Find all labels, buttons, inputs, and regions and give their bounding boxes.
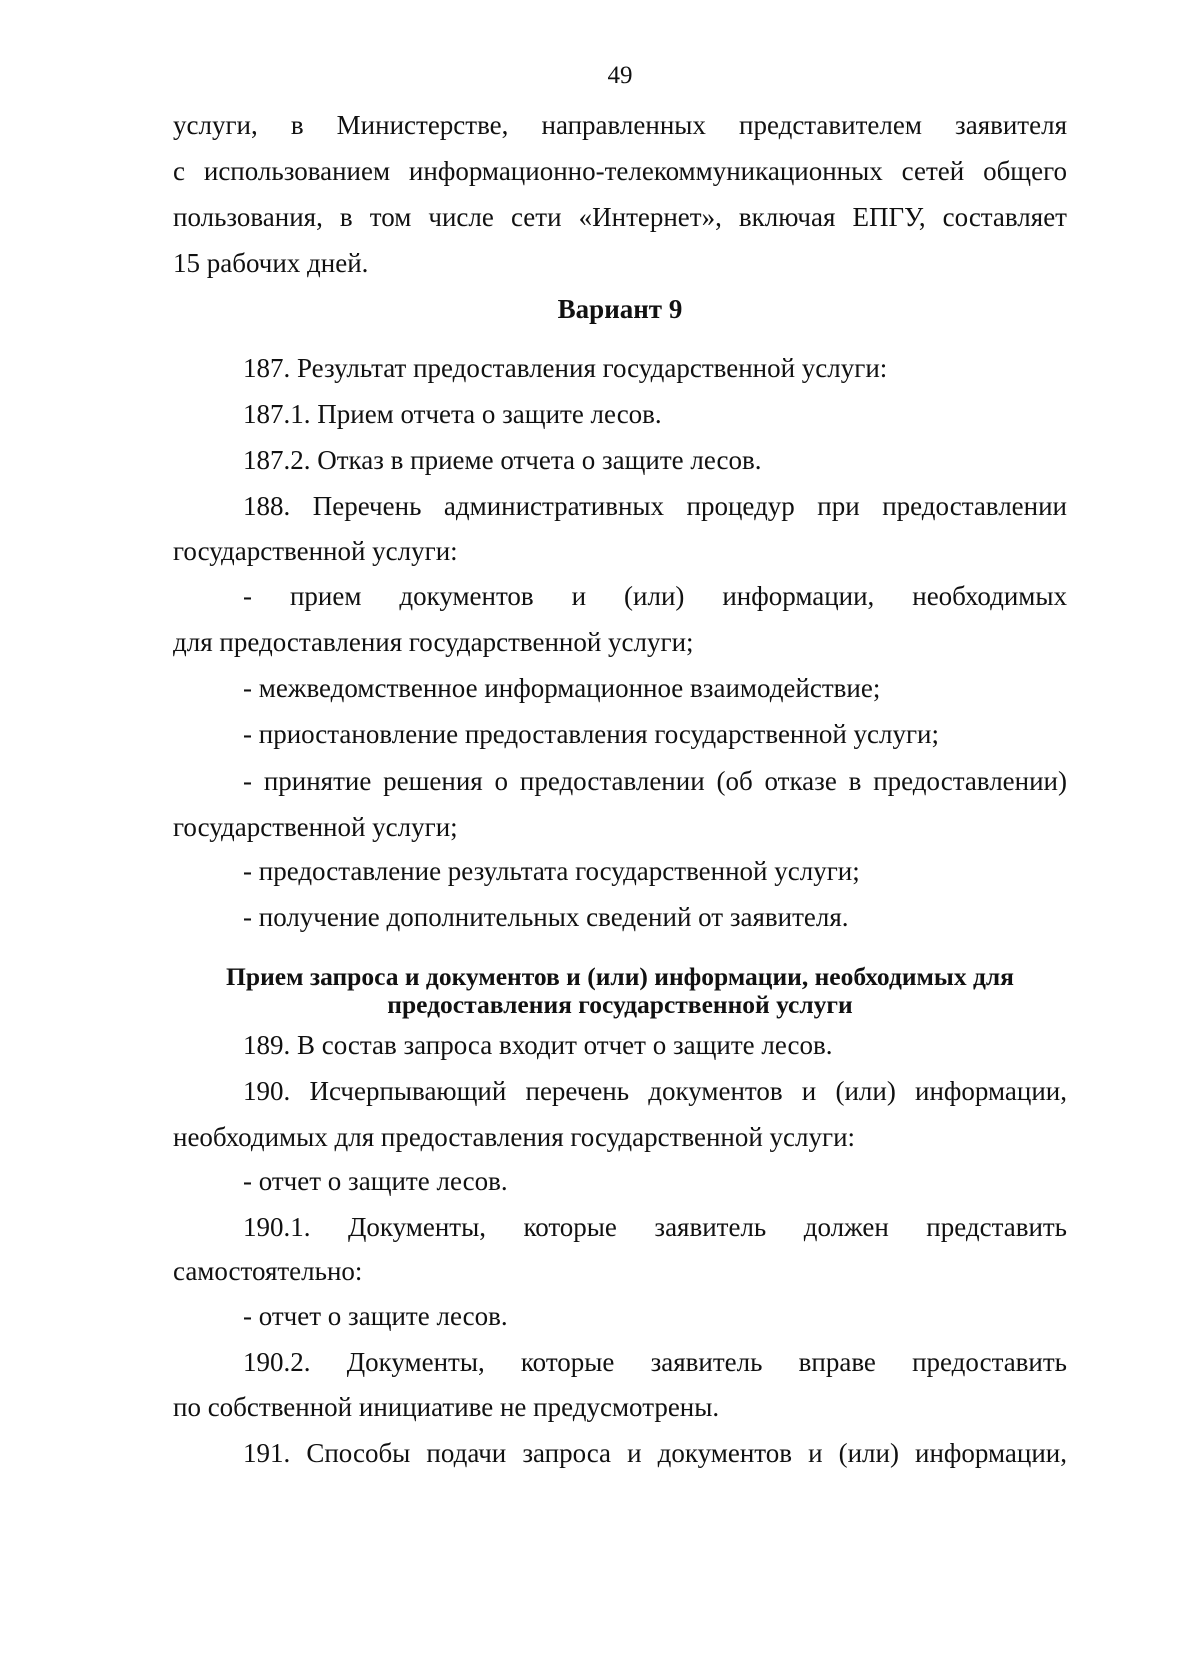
text-line: пользования, в том числе сети «Интернет», включая ЕПГУ, составляет <box>173 202 1067 232</box>
list-item: самостоятельно: <box>173 1256 363 1286</box>
list-item: 187.1. Прием отчета о защите лесов. <box>243 399 662 429</box>
list-item: - отчет о защите лесов. <box>243 1166 508 1196</box>
section-heading: Прием запроса и документов и (или) информации, необходимых для <box>226 962 1014 991</box>
text-line: с использованием информационно-телекоммуникационных сетей общего <box>173 156 1067 186</box>
list-item: - приостановление предоставления государственной услуги; <box>243 719 940 749</box>
list-item: по собственной инициативе не предусмотрены. <box>173 1392 720 1422</box>
list-item: необходимых для предоставления государственной услуги: <box>173 1122 856 1152</box>
list-item: - отчет о защите лесов. <box>243 1301 508 1331</box>
list-item: 188. Перечень административных процедур при предоставлении <box>243 491 1067 521</box>
list-item: - принятие решения о предоставлении (об отказе в предоставлении) <box>243 766 1067 796</box>
list-item: государственной услуги: <box>173 536 458 566</box>
list-item: 190.2. Документы, которые заявитель вправе предоставить <box>243 1347 1067 1377</box>
list-item: 187. Результат предоставления государственной услуги: <box>243 353 888 383</box>
text-line: услуги, в Министерстве, направленных представителем заявителя <box>173 110 1067 140</box>
list-item: государственной услуги; <box>173 812 458 842</box>
list-item: - получение дополнительных сведений от заявителя. <box>243 902 849 932</box>
text-line: 15 рабочих дней. <box>173 248 369 278</box>
list-item: 187.2. Отказ в приеме отчета о защите лесов. <box>243 445 762 475</box>
list-item: 189. В состав запроса входит отчет о защите лесов. <box>243 1030 833 1060</box>
list-item: - прием документов и (или) информации, необходимых <box>243 581 1067 611</box>
list-item: 191. Способы подачи запроса и документов и (или) информации, <box>243 1438 1067 1468</box>
list-item: 190.1. Документы, которые заявитель должен представить <box>243 1212 1067 1242</box>
variant-title: Вариант 9 <box>557 294 683 324</box>
list-item: - межведомственное информационное взаимодействие; <box>243 673 881 703</box>
list-item: для предоставления государственной услуги; <box>173 627 694 657</box>
list-item: 190. Исчерпывающий перечень документов и (или) информации, <box>243 1076 1067 1106</box>
section-heading: предоставления государственной услуги <box>387 990 853 1019</box>
list-item: - предоставление результата государственной услуги; <box>243 856 860 886</box>
page-number: 49 <box>607 62 633 89</box>
